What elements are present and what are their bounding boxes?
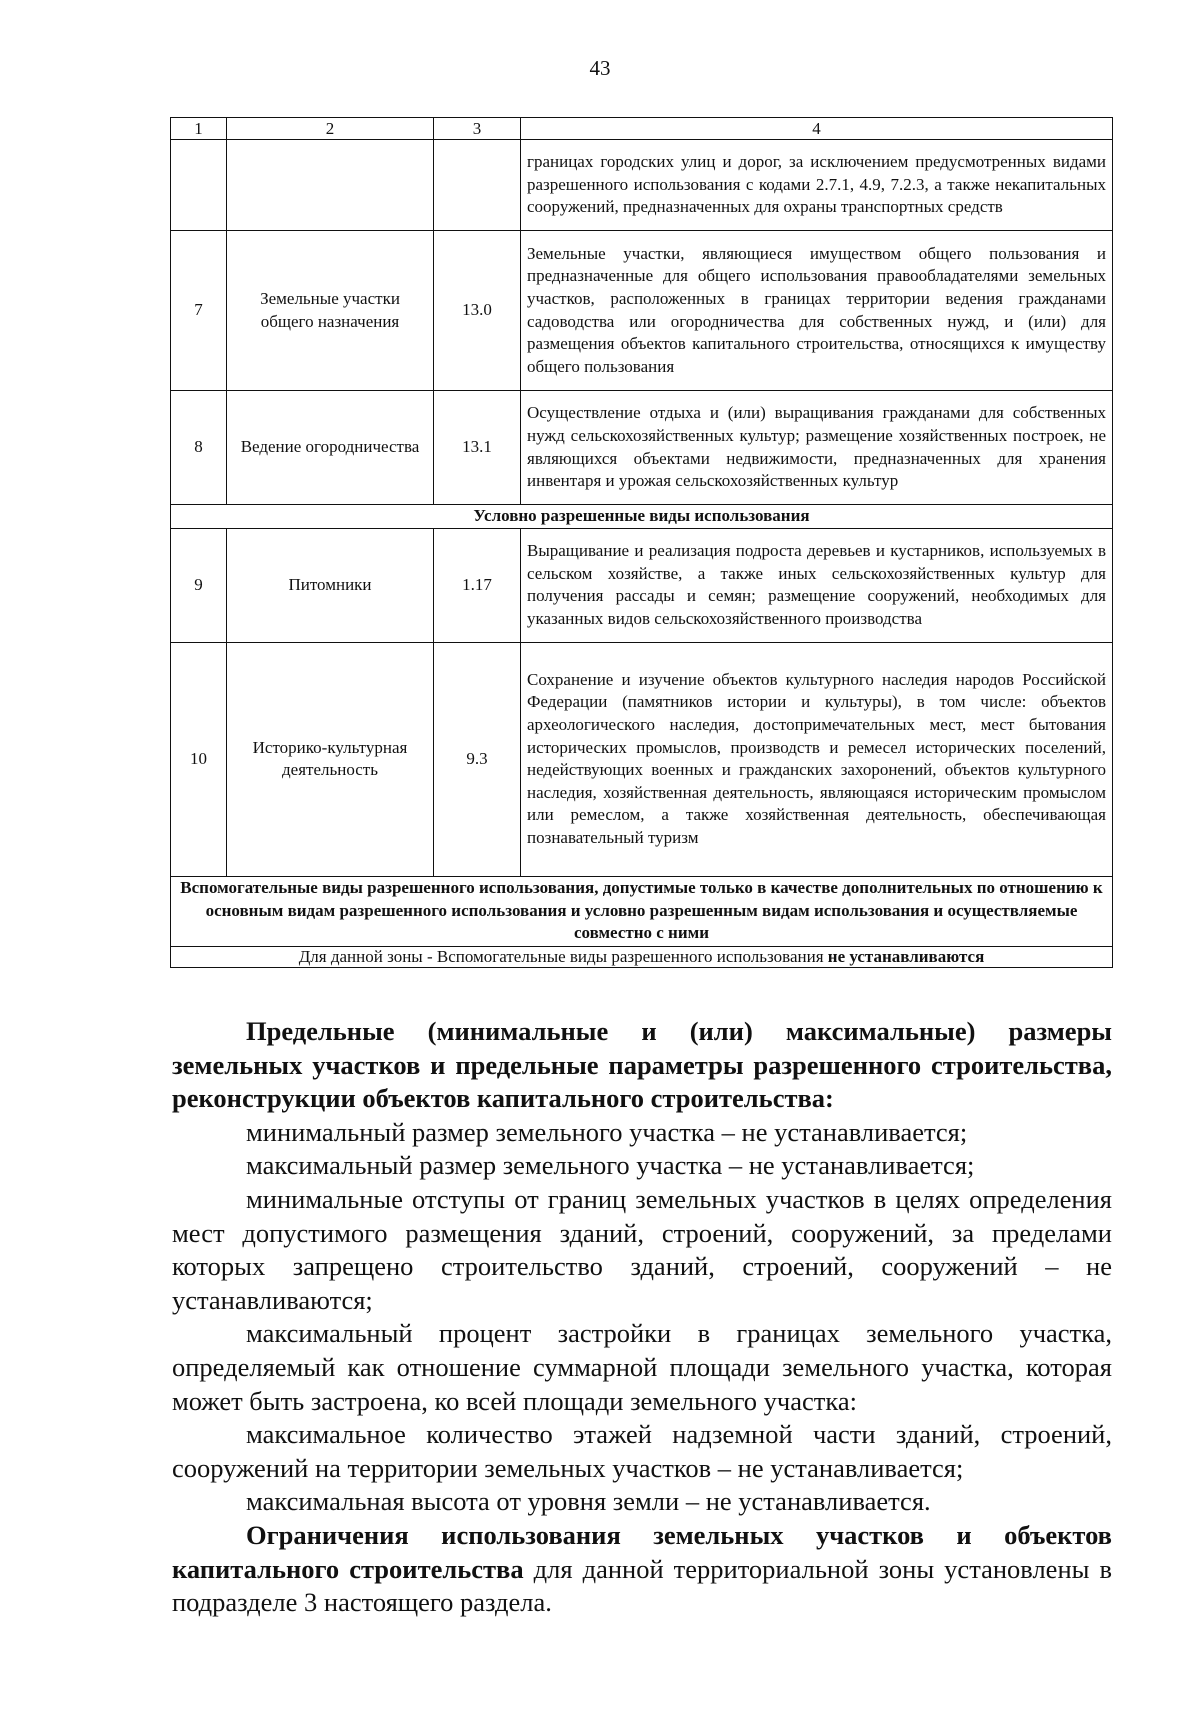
body-text [172,1015,1112,1620]
parameter-paragraph: максимальный процент застройки в границах земельного участка, определяемый как отношение суммарной площади земельного участка, которая может быть застроена, ко всей площади земельного участка: [172,1318,1112,1416]
table-row [171,231,1113,391]
use-type-code: 1.17 [434,528,521,642]
use-type-name: Земельные участки общего назначения [227,231,434,391]
restrictions-paragraph [172,1519,1112,1620]
column-header: 1 [171,118,227,140]
parameter-paragraph: максимальная высота от уровня земли – не устанавливается. [246,1486,931,1517]
use-type-description: Сохранение и изучение объектов культурного наследия народов Российской Федерации (памятников истории и культуры), в том числе: объектов археологического наследия, достопримечательных мест, мест бытования исторических промыслов, производств и ремесел исторических поселений, недействующих военных и гражданских захоронений, объектов культурного наследия, хозяйственная деятельность, являющаяся историческим промыслом или ремеслом, а также хозяйственная деятельность, обеспечивающая познавательный туризм [521,642,1113,876]
land-use-table [170,117,1113,968]
parameter-paragraph: минимальные отступы от границ земельных участков в целях определения мест допустимого размещения зданий, строений, сооружений, за пределами которых запрещено строительство зданий, строений, сооружений – не устанавливаются; [172,1183,1112,1315]
row-number: 7 [171,231,227,391]
column-header: 2 [227,118,434,140]
auxiliary-uses-note [171,946,1113,967]
parameters-heading: Предельные (минимальные и (или) максимальные) размеры земельных участков и предельные параметры разрешенного строительства, реконструкции объектов капитального строительства: [172,1016,1112,1114]
table-row [171,140,1113,231]
parameter-paragraph: максимальный размер земельного участка – не устанавливается; [246,1150,975,1181]
auxiliary-note-lead: Для данной зоны - Вспомогательные виды разрешенного использования [298,946,824,966]
parameter-paragraph: максимальное количество этажей надземной части зданий, строений, сооружений на территории земельных участков – не устанавливается; [172,1419,1112,1483]
use-type-name: Питомники [227,528,434,642]
use-type-code: 9.3 [434,642,521,876]
use-type-code [434,140,521,231]
note-row [171,946,1113,967]
table-header-row [171,118,1113,140]
restrictions-rest: для данной территориальной зоны установлены в подразделе 3 настоящего раздела. [172,1553,1112,1618]
use-type-code: 13.0 [434,231,521,391]
table-row [171,642,1113,876]
row-number: 8 [171,391,227,505]
use-type-name [227,140,434,231]
use-type-description: Выращивание и реализация подроста деревьев и кустарников, используемых в сельском хозяйстве, а также иных сельскохозяйственных культур для получения рассады и семян; размещение сооружений, необходимых для указанных видов сельскохозяйственного производства [521,528,1113,642]
page-number: 43 [589,56,611,80]
auxiliary-uses-title: Вспомогательные виды разрешенного использования, допустимые только в качестве дополнительных по отношению к основным видам разрешенного использования и условно разрешенным видам использования и осуществляемые совместно с ними [171,876,1113,946]
column-header: 4 [521,118,1113,140]
auxiliary-note-emphasis: не устанавливаются [827,946,985,966]
row-number: 9 [171,528,227,642]
restrictions-bold: Ограничения использования земельных участков и объектов капитального строительства [172,1519,1112,1584]
row-number: 10 [171,642,227,876]
conditional-uses-title: Условно разрешенные виды использования [171,505,1113,529]
table-row [171,528,1113,642]
section-row [171,505,1113,529]
use-type-description: Осуществление отдыха и (или) выращивания гражданами для собственных нужд сельскохозяйственных культур; размещение хозяйственных построек, не являющихся объектами недвижимости, предназначенных для хранения инвентаря и урожая сельскохозяйственных культур [521,391,1113,505]
use-type-description: Земельные участки, являющиеся имуществом общего пользования и предназначенные для общего использования правообладателями земельных участков, расположенных в границах территории ведения гражданами садоводства или огородничества для собственных нужд, и (или) для размещения объектов капитального строительства, относящихся к имуществу общего пользования [521,231,1113,391]
use-type-name: Ведение огородничества [227,391,434,505]
use-type-code: 13.1 [434,391,521,505]
use-type-description: границах городских улиц и дорог, за исключением предусмотренных видами разрешенного использования с кодами 2.7.1, 4.9, 7.2.3, а также некапитальных сооружений, предназначенных для охраны транспортных средств [521,140,1113,231]
row-number [171,140,227,231]
section-row [171,876,1113,946]
table-row [171,391,1113,505]
parameter-paragraph: минимальный размер земельного участка – не устанавливается; [246,1116,968,1147]
column-header: 3 [434,118,521,140]
use-type-name: Историко-культурная деятельность [227,642,434,876]
